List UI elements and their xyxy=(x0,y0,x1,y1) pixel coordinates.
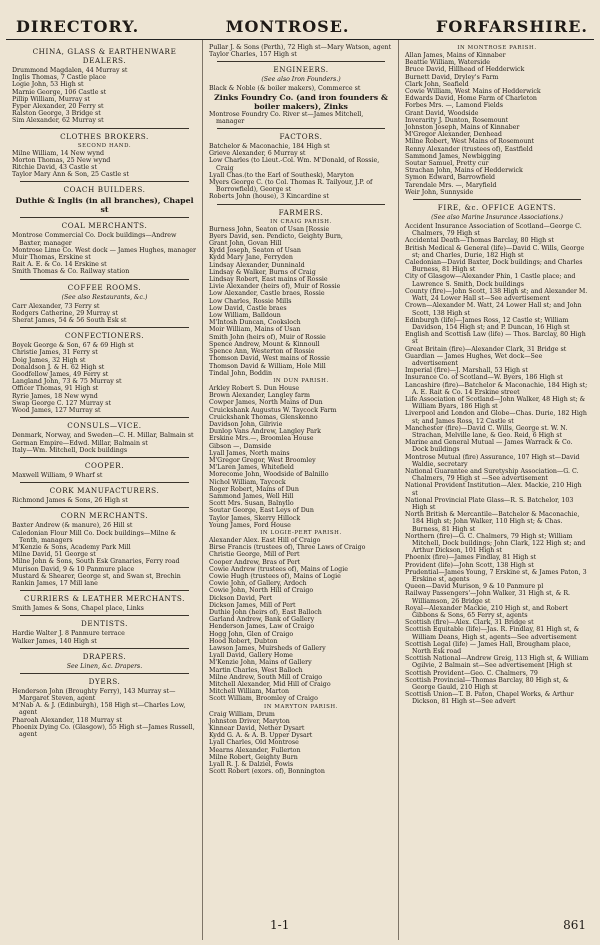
directory-entry: Christie James, 31 Ferry st xyxy=(12,349,98,357)
directory-entry: Inglis Thomas, 7 Castle place xyxy=(12,74,106,82)
directory-entry: Sammond James, Well Hill xyxy=(209,492,294,500)
directory-entry: Spence Andrew, Mount & Kinnoull xyxy=(209,340,320,348)
directory-entry: M'Gregor Alexander, Denhead xyxy=(405,131,502,139)
directory-entry: Arkley Robert S. Dun House xyxy=(209,384,300,392)
directory-entry: Mitchell William, Marton xyxy=(209,688,290,696)
directory-entry: Montrose Foundry Co. River st—James Mitchell, manager xyxy=(209,110,364,125)
directory-entry: Marine and General Mutual — James Warrack & Co. Dock buildings xyxy=(405,439,573,454)
directory-entry: Kydd Joseph, Seaton of Usan xyxy=(209,247,301,255)
directory-entry: Life Association of Scotland—John Walker, 48 High st; & William Byars, 186 High st xyxy=(405,395,586,411)
section-rule xyxy=(20,457,189,458)
directory-entry: Manchester (fire)—David C. Wills, George st. W. N. Strachan, Melville lane, & Geo. Reid, 6 High st xyxy=(405,424,568,439)
section-title: DENTISTS. xyxy=(80,619,128,629)
directory-entry: Morton Thomas, 25 New wynd xyxy=(12,156,111,164)
directory-entry: Edwards David, Home Farm of Charleton xyxy=(405,95,537,103)
section-subtitle: SECOND HAND. xyxy=(77,142,132,149)
directory-entry: Pharoah Alexander, 118 Murray st xyxy=(12,716,123,724)
columns xyxy=(6,40,594,940)
directory-entry: Livie Alexander (heirs of), Muir of Rossie xyxy=(209,283,341,291)
directory-entry: Martin Charles, West Balloch xyxy=(209,666,303,674)
section-title: CURRIERS & LEATHER MERCHANTS. xyxy=(23,594,185,604)
directory-entry: Murison David, 9 & 10 Panmure place xyxy=(12,565,135,573)
section-rule xyxy=(20,217,189,218)
directory-entry: Marnie George, 106 Castle st xyxy=(12,88,107,96)
directory-entry: Craig William, Drum xyxy=(209,710,275,718)
section-title: CONFECTIONERS. xyxy=(64,331,145,341)
directory-entry: Cowie John, North Hill of Craigo xyxy=(209,587,314,595)
directory-entry: Low Charles (to Lieut.-Col. Wm. M'Donald, of Rossie, Craig xyxy=(209,157,380,172)
directory-entry: Scottish Legal (life) — James Hall, Brougham place, North Esk road xyxy=(405,640,571,656)
directory-entry: Wood James, 127 Murray st xyxy=(12,407,101,415)
directory-entry: Phoenix Dying Co. (Glasgow), 55 High st—James Russell, agent xyxy=(12,723,195,738)
directory-entry: Lawson James, Muirsheds of Gallery xyxy=(209,645,326,653)
directory-entry: Crown—Alexander M. Watt, 24 Lower Hall st; and John Scott, 138 High st xyxy=(405,302,582,317)
directory-entry: Donaldson J. & H. 62 High st xyxy=(12,363,105,371)
section-title: CORK MANUFACTURERS. xyxy=(49,486,160,496)
directory-entry: Scott William, Broomley of Craigo xyxy=(209,695,318,703)
directory-entry: Beattie William, Waterside xyxy=(405,59,491,67)
directory-entry: Roger Robert, Mains of Dun xyxy=(209,485,299,493)
directory-entry: Scottish National—Andrew Greig, 113 High st, & William Ogilvie, 2 Balmain st—See advertisement [High st xyxy=(405,655,589,670)
section-rule xyxy=(20,417,189,418)
directory-entry: Symon Edward, Barrowfield xyxy=(405,174,496,182)
directory-entry: Prudential—James Young, 7 Erskine st, & James Paton, 3 Erskine st, agents xyxy=(405,568,587,584)
section-rule xyxy=(217,128,385,129)
section-rule xyxy=(20,181,189,182)
directory-entry: Fyper Alexander, 20 Ferry st xyxy=(12,103,104,111)
directory-entry: Moir William, Mains of Usan xyxy=(209,326,301,334)
directory-entry: M'Gregor Gregor, West Broomley xyxy=(209,456,316,464)
directory-entry: Smith John (heirs of), Muir of Rossie xyxy=(209,333,326,341)
directory-entry: Duthie John (heirs of), East Balloch xyxy=(209,609,322,616)
section-subtitle: IN DUN PARISH. xyxy=(273,377,329,384)
directory-entry: Bruce David, Hillhead of Hedderwick xyxy=(405,66,525,74)
directory-entry: Drummond Magdalen, 44 Murray st xyxy=(12,67,128,74)
directory-entry: Accidental Death—Thomas Barclay, 80 High st xyxy=(405,237,554,245)
directory-entry: Lindsay Robert, East mains of Rossie xyxy=(209,276,328,284)
directory-entry: M'Intosh Duncan, Cooksloch xyxy=(209,319,301,327)
section-rule xyxy=(413,199,581,200)
directory-entry: Ralston George, 3 Bridge st xyxy=(12,110,101,118)
directory-entry: Nichol William, Taycock xyxy=(209,478,286,486)
directory-entry: Sherat James, 54 & 56 South Esk st xyxy=(12,317,127,325)
directory-entry: British Medical & General (life)—David C. Wills, George st; and Charles, Durie, 182 High st xyxy=(405,244,585,259)
directory-entry: Logie John, 53 High st xyxy=(12,81,84,89)
directory-entry: Rankin James, 17 Mill lane xyxy=(12,579,98,587)
directory-entry: Burnett David, Dryley's Farm xyxy=(405,73,499,81)
section-rule xyxy=(20,327,189,328)
section-rule xyxy=(20,673,189,674)
section-title: DRAPERS. xyxy=(82,651,127,661)
directory-entry: Myers George C. (to Col. Thomas R. Tailyour, J.P. of Borrowfield), George st xyxy=(209,179,373,194)
directory-entry: Kydd G. A. & A. B. Upper Dysart xyxy=(209,732,313,740)
directory-entry: City of Glasgow—Alexander Phin, 1 Castle place; and Lawrence S. Smith, Dock buildings xyxy=(405,273,576,288)
directory-entry: Accident Insurance Association of Scotland—George C. Chalmers, 79 High st xyxy=(405,223,582,238)
header-right: FORFARSHIRE. xyxy=(436,17,588,36)
section-rule xyxy=(20,128,189,129)
directory-entry: Gibson —, Damside xyxy=(209,442,272,450)
directory-entry: Low Charles, Rossie Mills xyxy=(209,297,292,305)
section-rule xyxy=(20,482,189,483)
directory-entry: Cowie Andrew (trustees of), Mains of Logie xyxy=(209,565,348,573)
section-subtitle: IN MARYTON PARISH. xyxy=(264,703,338,710)
directory-entry: Kinnear David, Nether Dysart xyxy=(209,725,305,733)
directory-entry: Denmark, Norway, and Sweden—C. H. Millar, Balmain st xyxy=(12,432,194,440)
directory-entry: Scott Mrs. Susan, Balnyllo xyxy=(209,500,294,508)
directory-entry: Davidson John, Gilrivie xyxy=(209,420,283,428)
directory-entry: Grant David, Woodside xyxy=(405,109,479,117)
directory-entry: Lyall R. J. & Dalziel, Fowis xyxy=(209,761,294,769)
directory-entry: Smith Thomas & Co. Railway station xyxy=(12,268,130,276)
directory-entry: German Empire—Edwd. Millar, Balmain st xyxy=(12,439,148,447)
directory-entry: Milne Robert, West Mains of Rosemount xyxy=(405,138,535,146)
directory-entry: Rait A. E. & Co. 14 Erskine st xyxy=(12,261,107,269)
section-title: COFFEE ROOMS. xyxy=(67,282,142,292)
directory-entry: M'Laren James, Whitefield xyxy=(209,464,294,472)
header-center: MONTROSE. xyxy=(225,17,350,36)
footer-page-number: 861 xyxy=(563,918,586,932)
section-title: DYERS. xyxy=(88,676,121,686)
featured-entry: Duthie & Inglis (in all branches), Chapel st xyxy=(15,196,194,215)
directory-entry: Walker James, 140 High st xyxy=(12,637,97,645)
directory-entry: Low William, Balldoun xyxy=(209,312,281,320)
directory-entry: Phoenix (fire)—James Findlay, 81 High st xyxy=(405,554,537,562)
directory-entry: Ritchie David, 43 Castle st xyxy=(12,164,97,172)
directory-entry: Pullar J. & Sons (Perth), 72 High st—Mary Watson, agent xyxy=(209,44,392,51)
directory-entry: M'Nab A. & J. (Edinburgh), 158 High st—Charles Low, agent xyxy=(12,702,186,717)
directory-entry: Byers David, sen. Pendicto, Geighty Burn, xyxy=(209,232,343,240)
directory-entry: Taylor Mary Ann & Son, 25 Castle st xyxy=(12,171,129,179)
directory-entry: Milne Robert, Geighty Burn xyxy=(209,753,298,761)
section-title: COOPER. xyxy=(84,460,125,470)
directory-entry: Lyall David, Gallery Home xyxy=(209,652,293,660)
directory-entry: National Guarantee and Suretyship Association—G. C. Chalmers, 79 High st —See advertisement xyxy=(405,467,579,483)
section-rule xyxy=(20,615,189,616)
section-title: FIRE, &c. OFFICE AGENTS. xyxy=(437,203,557,213)
directory-entry: Scott Robert (exors. of), Bonnington xyxy=(209,768,325,776)
column-3 xyxy=(398,40,594,940)
directory-entry: Mitchell Alexander, Mid Hill of Craigo xyxy=(209,681,331,689)
section-title: FACTORS. xyxy=(279,132,323,142)
directory-entry: Queen—David Murison, 9 & 10 Panmure pl xyxy=(405,583,544,591)
directory-entry: Scottish Union—T. B. Paton, Chapel Works, & Arthur Dickson, 81 High st—See advert xyxy=(405,691,574,706)
section-note: (See also Restaurants, &c.) xyxy=(61,293,148,301)
directory-entry: Milne Andrew, South Mill of Craigo xyxy=(209,673,323,681)
directory-entry: Milne John & Sons, South Esk Granaries, Ferry road xyxy=(12,558,180,566)
directory-entry: Imperial (fire)—J. Marshall, 53 High st xyxy=(405,367,528,375)
directory-entry: Milne David, 51 George st xyxy=(12,551,96,559)
directory-entry: Cowper James, North Mains of Dun xyxy=(209,399,323,407)
directory-entry: North British & Mercantile—Batchelor & Maconachie, 184 High st; John Walker, 110 High st; & Chas. Burness, 81 High st xyxy=(405,511,580,533)
directory-entry: Langland John, 73 & 75 Murray st xyxy=(12,378,122,386)
directory-entry: Maxwell William, 9 Wharf st xyxy=(12,471,103,479)
directory-entry: Allan James, Mains of Kinnaber xyxy=(405,52,506,59)
directory-entry: Weir John, Sunnyside xyxy=(405,188,474,196)
directory-entry: Johnston Joseph, Mains of Kinnaber xyxy=(405,124,520,132)
directory-entry: Cruickshank Augustus W. Taycock Farm xyxy=(209,406,337,414)
section-subtitle: IN MONTROSE PARISH. xyxy=(457,45,537,51)
column-2 xyxy=(202,40,398,940)
section-rule xyxy=(20,279,189,280)
section-rule xyxy=(20,590,189,591)
directory-entry: Taylor James, Skerry Hillock xyxy=(209,514,301,522)
directory-entry: M'Kenzie & Sons, Academy Park Mill xyxy=(12,543,131,551)
directory-entry: Clark John, Seafield xyxy=(405,80,469,88)
directory-entry: County (fire)—John Scott, 138 High st; and Alexander M. Watt, 24 Lower Hall st—See advertisement xyxy=(405,287,588,303)
directory-entry: Brown Alexander, Langley farm xyxy=(209,392,310,400)
featured-entry: Zinks Foundry Co. (and iron founders & boiler makers), Zinks xyxy=(214,92,388,111)
directory-entry: Dickson David, Pert xyxy=(209,594,273,602)
directory-entry: National Provident Institution—Alex. Mackie, 210 High st xyxy=(405,482,582,497)
section-title: CONSULS—VICE. xyxy=(67,421,142,431)
directory-entry: Milne William, 14 New wynd xyxy=(12,149,105,157)
directory-entry: Alexander Alex. East Hill of Craigo xyxy=(209,536,321,544)
section-rule xyxy=(217,61,385,62)
directory-entry: National Provincial Plate Glass—R. S. Batchelor, 103 High st xyxy=(405,496,574,511)
directory-entry: Baxter Andrew (& manure), 26 Hill st xyxy=(12,522,133,530)
directory-entry: Renny Alexander (trustees of), Eastfield xyxy=(405,145,533,153)
directory-entry: Smith James & Sons, Chapel place, Links xyxy=(12,605,144,613)
directory-entry: Royal—Alexander Mackie, 210 High st, and Robert Gibbons & Sons, 65 Ferry st, agents xyxy=(405,604,568,620)
directory-entry: Rodgers Catherine, 29 Murray st xyxy=(12,309,118,317)
directory-entry: Guardian — James Hughes, Wet dock—See advertisement xyxy=(405,352,543,367)
directory-entry: Cowie William, West Mains of Hedderwick xyxy=(405,88,541,96)
directory-entry: Batchelor & Maconachie, 184 High st xyxy=(209,143,330,151)
section-subtitle: IN LOGIE-PERT PARISH. xyxy=(260,529,342,536)
directory-entry: Sammond James, Newbigging xyxy=(405,152,501,160)
directory-entry: English and Scottish Law (life) — Thos. Barclay, 80 High st xyxy=(405,331,586,346)
section-title: COAL MERCHANTS. xyxy=(61,221,148,231)
directory-entry: Ryrie James, 18 New wynd xyxy=(12,392,98,400)
section-title: CHINA, GLASS & EARTHENWARE DEALERS. xyxy=(32,47,177,65)
directory-entry: Lyall Chas.(to the Earl of Southesk), Maryton xyxy=(209,171,354,179)
directory-entry: Officer Thomas, 91 High st xyxy=(12,385,99,393)
directory-entry: Lindsay & Walker, Burns of Craig xyxy=(209,268,316,276)
section-note: (See also Marine Insurance Associations.) xyxy=(431,214,563,222)
directory-entry: Dunlop Vans Andrew, Langley Park xyxy=(209,428,321,436)
directory-entry: Thomson David, West mains of Rossie xyxy=(209,355,330,363)
directory-entry: Thomson David & William, Hole Mill xyxy=(209,362,326,370)
directory-entry: Swap George C. 127 Murray st xyxy=(12,399,112,407)
directory-entry: Lyall James, North mains xyxy=(209,449,290,457)
section-rule xyxy=(20,507,189,508)
directory-entry: Montrose Commercial Co. Dock buildings—Andrew Baxter, manager xyxy=(12,232,177,247)
section-title: CLOTHES BROKERS. xyxy=(60,131,149,141)
directory-entry: Low Alexander, Castle braes, Rossie xyxy=(209,290,325,298)
directory-entry: Caledonian Flour Mill Co. Dock buildings—Milne & Tenth, managers xyxy=(12,529,177,544)
directory-entry: Provident (life)—John Scott, 138 High st xyxy=(405,561,534,569)
section-note: See Linen, &c. Drapers. xyxy=(66,662,143,670)
directory-entry: Taylor Charles, 157 High st xyxy=(209,51,297,59)
section-title: CORN MERCHANTS. xyxy=(60,511,149,521)
section-rule xyxy=(217,204,385,205)
section-title: COACH BUILDERS. xyxy=(63,185,146,195)
directory-entry: Mearns Alexander, Fullerton xyxy=(209,746,301,754)
directory-entry: Mustard & Shearer, George st, and Swan st, Brechin xyxy=(12,572,181,580)
directory-entry: Garland Andrew, Bank of Gallery xyxy=(209,616,315,624)
directory-entry: Morecome John, Woodside of Balnillo xyxy=(209,471,329,479)
directory-entry: Richmond James & Sons, 26 High st xyxy=(12,497,128,505)
directory-entry: Black & Noble (& boiler makers), Commerce st xyxy=(209,85,361,93)
directory-entry: Sim Alexander, 62 Murray st xyxy=(12,117,104,125)
directory-entry: Hogg John, Glen of Craigo xyxy=(209,630,294,638)
directory-entry: Great Britain (fire)—Alexander Clark, 31 Bridge st xyxy=(405,345,567,353)
directory-entry: Grant John, Govan Hill xyxy=(209,240,282,248)
directory-entry: Low David, Castle braes xyxy=(209,304,287,312)
directory-entry: M'Kenzie John, Mains of Gallery xyxy=(209,659,312,667)
section-rule xyxy=(20,648,189,649)
directory-entry: Scottish Equitable (life)—Jas. R. Findlay, 81 High st, & William Deans, High st, agents—See advertisement xyxy=(405,626,580,641)
directory-entry: Boyek George & Son, 67 & 69 High st xyxy=(12,342,134,350)
directory-entry: Burness John, Seaton of Usan [Rossie xyxy=(209,225,330,233)
directory-entry: Cruickshank Thomas, Glenskenno xyxy=(209,413,318,421)
header-left: DIRECTORY. xyxy=(16,17,140,36)
directory-entry: Scottish (fire)—Alex. Clark, 31 Bridge st xyxy=(405,619,534,627)
directory-entry: Lyall Charles, Old Montrose xyxy=(209,739,299,747)
directory-entry: Italy—Wm. Mitchell, Dock buildings xyxy=(12,446,128,454)
directory-entry: Henderson John (Broughty Ferry), 143 Murray st—Margaret Steven, agent xyxy=(12,687,176,702)
directory-entry: Muir Thomas, Erskine st xyxy=(12,254,91,262)
directory-entry: Inverarity J. Dunton, Rosemount xyxy=(405,116,509,124)
directory-entry: Soutar Samuel, Pretty cur xyxy=(405,160,489,168)
directory-entry: Strachan John, Mains of Hedderwick xyxy=(405,167,523,175)
directory-entry: Tindal John, Boddin xyxy=(209,369,273,377)
directory-entry: Roberts John (house), 3 Kincardine st xyxy=(209,193,329,201)
directory-entry: Johnston Driver, Maryton xyxy=(209,717,290,725)
footer-page-mark: 1-1 xyxy=(270,918,290,932)
section-subtitle: IN CRAIG PARISH. xyxy=(270,218,332,225)
directory-entry: Lindsay Alexander, Dunninald xyxy=(209,261,305,269)
directory-entry: Forbes Mrs. —, Lamond Fields xyxy=(405,102,503,110)
section-note: (See also Iron Founders.) xyxy=(261,76,341,84)
directory-entry: Christie George, Mill of Pert xyxy=(209,551,300,559)
directory-entry: Young James, Ford House xyxy=(209,521,291,529)
section-title: FARMERS. xyxy=(278,207,324,217)
directory-entry: Henderson James, Law of Craigo xyxy=(209,623,315,631)
directory-entry: Grieve Alexander, 6 Murray st xyxy=(209,150,306,158)
directory-entry: Insurance Co. of Scotland—W. Byers, 186 High st xyxy=(405,374,563,382)
directory-entry: Lancashire (fire)—Batchelor & Maconachie, 184 High st; A. E. Rait & Co. 14 Erskine street xyxy=(405,381,588,396)
directory-entry: Hood Robert, Dubton xyxy=(209,637,278,645)
directory-entry: Liverpool and London and Globe—Chas. Durie, 182 High st; and James Ross, 12 Castle st xyxy=(405,410,587,425)
directory-entry: Spence Ann, Westerton of Rossie xyxy=(209,348,315,356)
directory-entry: Doig James, 32 High st xyxy=(12,356,86,364)
directory-entry: Montrose Lime Co. West dock — James Hughes, manager xyxy=(12,246,196,254)
directory-entry: Hardie Walter J. 8 Panmure terrace xyxy=(12,630,125,638)
directory-entry: Montrose Mutual (fire) Assurance, 107 High st—David Waldie, secretary xyxy=(405,453,580,468)
directory-entry: Edinburgh (life)—James Ross, 12 Castle st; William Davidson, 154 High st; and P. Duncan, 16 High st xyxy=(405,316,570,331)
directory-entry: Cooper Andrew, Bras of Pert xyxy=(209,558,301,566)
directory-entry: Birse Francis (trustees of), Three Laws of Craigo xyxy=(209,544,366,552)
directory-entry: Soutar George, East Leys of Dun xyxy=(209,507,314,515)
directory-entry: Railway Passengers'—John Walker, 31 High st, & R. Williamson, 26 Bridge st xyxy=(405,590,571,605)
column-1 xyxy=(6,40,202,940)
directory-entry: Erskine Mrs.—, Broomlea House xyxy=(209,435,314,443)
directory-entry: Goodfellow James, 49 Ferry st xyxy=(12,371,109,379)
page-header xyxy=(6,0,594,40)
directory-entry: Scottish Provident—Geo. C. Chalmers, 79 xyxy=(405,669,538,677)
directory-entry: Pillip William, Murray st xyxy=(12,95,91,103)
directory-entry: Kydd Mary Jane, Ferryden xyxy=(209,254,293,262)
directory-entry: Scottish Provincial—Thomas Barclay, 80 High st, & George Gauld, 210 High st xyxy=(405,676,569,692)
directory-entry: Caledonian—David Baxter, Dock buildings; and Charles Burness, 81 High st xyxy=(405,259,583,274)
directory-entry: Cowie John, of Gallery, Ardoch xyxy=(209,580,307,588)
directory-entry: Tarendale Mrs. —, Maryfield xyxy=(405,181,497,189)
directory-entry: Dickson James, Mill of Pert xyxy=(209,601,296,609)
directory-entry: Northern (fire)—G. C. Chalmers, 79 High st; William Mitchell, Dock buildings; John Clark, 122 High st; and Arthur Dickson, 101 High st xyxy=(405,532,586,555)
section-title: ENGINEERS. xyxy=(273,65,329,75)
directory-entry: Cowie Hugh (trustees of), Mains of Logie xyxy=(209,572,341,580)
directory-entry: Carr Alexander, 73 Ferry st xyxy=(12,302,100,310)
